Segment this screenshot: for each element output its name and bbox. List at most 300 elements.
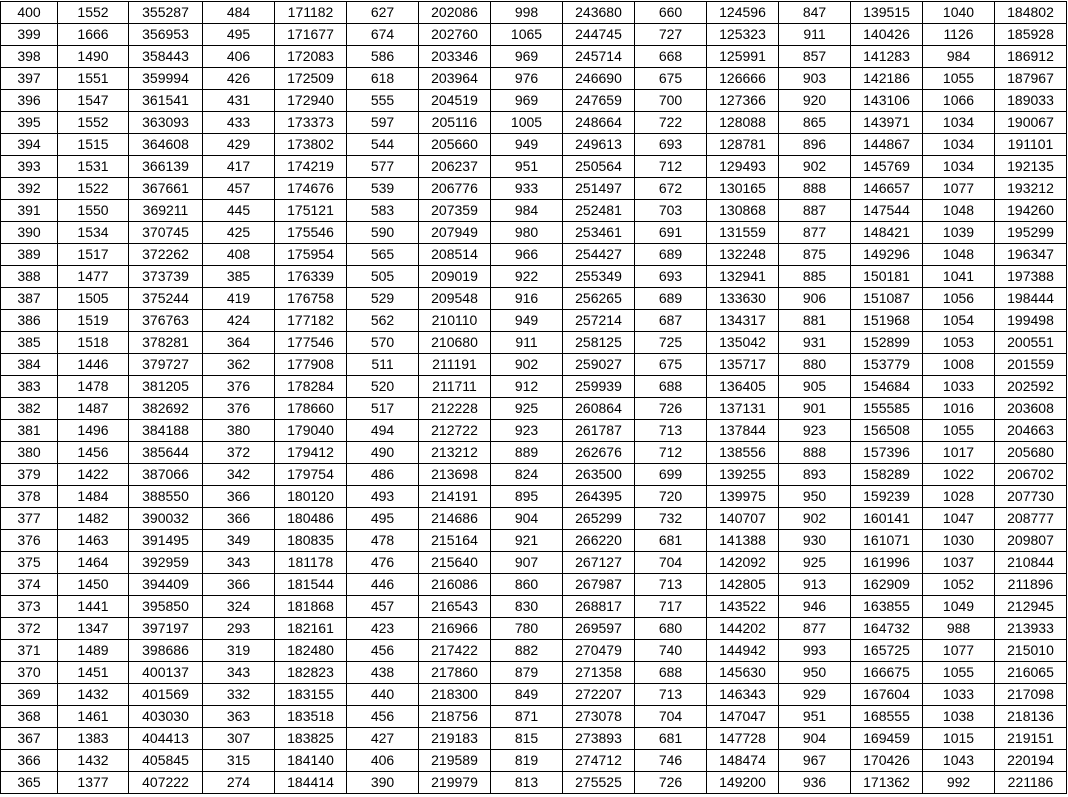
table-cell[interactable]: 520	[347, 376, 419, 398]
table-cell[interactable]: 385644	[129, 442, 203, 464]
table-cell[interactable]: 214686	[419, 508, 491, 530]
table-cell[interactable]: 394	[1, 134, 58, 156]
table-cell[interactable]: 183155	[275, 684, 347, 706]
table-cell[interactable]: 245714	[563, 46, 635, 68]
table-cell[interactable]: 171677	[275, 24, 347, 46]
table-cell[interactable]: 1347	[58, 618, 129, 640]
table-cell[interactable]: 903	[779, 68, 851, 90]
table-cell[interactable]: 1477	[58, 266, 129, 288]
table-cell[interactable]: 156508	[851, 420, 923, 442]
table-cell[interactable]: 171362	[851, 772, 923, 794]
table-cell[interactable]: 380	[203, 420, 275, 442]
table-cell[interactable]: 871	[491, 706, 563, 728]
table-cell[interactable]: 712	[635, 156, 707, 178]
table-cell[interactable]: 144867	[851, 134, 923, 156]
table-cell[interactable]: 381205	[129, 376, 203, 398]
table-cell[interactable]: 849	[491, 684, 563, 706]
table-cell[interactable]: 258125	[563, 332, 635, 354]
table-cell[interactable]: 126666	[707, 68, 779, 90]
table-cell[interactable]: 186912	[995, 46, 1067, 68]
table-cell[interactable]: 361541	[129, 90, 203, 112]
table-cell[interactable]: 256265	[563, 288, 635, 310]
table-cell[interactable]: 388550	[129, 486, 203, 508]
table-cell[interactable]: 949	[491, 310, 563, 332]
table-cell[interactable]: 213698	[419, 464, 491, 486]
table-cell[interactable]: 668	[635, 46, 707, 68]
table-cell[interactable]: 693	[635, 134, 707, 156]
table-cell[interactable]: 201559	[995, 354, 1067, 376]
table-cell[interactable]: 993	[779, 640, 851, 662]
table-cell[interactable]: 216543	[419, 596, 491, 618]
table-cell[interactable]: 254427	[563, 244, 635, 266]
table-cell[interactable]: 824	[491, 464, 563, 486]
table-cell[interactable]: 378281	[129, 332, 203, 354]
table-cell[interactable]: 204519	[419, 90, 491, 112]
table-cell[interactable]: 134317	[707, 310, 779, 332]
table-cell[interactable]: 1666	[58, 24, 129, 46]
table-cell[interactable]: 390	[1, 222, 58, 244]
table-cell[interactable]: 218300	[419, 684, 491, 706]
table-cell[interactable]: 478	[347, 530, 419, 552]
table-cell[interactable]: 143971	[851, 112, 923, 134]
table-cell[interactable]: 216966	[419, 618, 491, 640]
table-cell[interactable]: 181178	[275, 552, 347, 574]
table-cell[interactable]: 194260	[995, 200, 1067, 222]
table-cell[interactable]: 219979	[419, 772, 491, 794]
table-cell[interactable]: 929	[779, 684, 851, 706]
table-cell[interactable]: 865	[779, 112, 851, 134]
table-cell[interactable]: 456	[347, 706, 419, 728]
table-cell[interactable]: 211896	[995, 574, 1067, 596]
table-cell[interactable]: 936	[779, 772, 851, 794]
table-cell[interactable]: 984	[491, 200, 563, 222]
table-cell[interactable]: 893	[779, 464, 851, 486]
table-cell[interactable]: 400137	[129, 662, 203, 684]
table-cell[interactable]: 212722	[419, 420, 491, 442]
table-cell[interactable]: 131559	[707, 222, 779, 244]
table-cell[interactable]: 382692	[129, 398, 203, 420]
table-cell[interactable]: 1422	[58, 464, 129, 486]
table-cell[interactable]: 387	[1, 288, 58, 310]
table-cell[interactable]: 1552	[58, 112, 129, 134]
table-cell[interactable]: 660	[635, 2, 707, 24]
table-cell[interactable]: 1441	[58, 596, 129, 618]
table-cell[interactable]: 171182	[275, 2, 347, 24]
table-cell[interactable]: 980	[491, 222, 563, 244]
table-cell[interactable]: 248664	[563, 112, 635, 134]
table-cell[interactable]: 911	[779, 24, 851, 46]
table-cell[interactable]: 147544	[851, 200, 923, 222]
table-cell[interactable]: 388	[1, 266, 58, 288]
table-cell[interactable]: 251497	[563, 178, 635, 200]
table-cell[interactable]: 179040	[275, 420, 347, 442]
table-cell[interactable]: 161071	[851, 530, 923, 552]
table-cell[interactable]: 1049	[923, 596, 995, 618]
table-cell[interactable]: 875	[779, 244, 851, 266]
table-cell[interactable]: 179754	[275, 464, 347, 486]
table-cell[interactable]: 562	[347, 310, 419, 332]
table-cell[interactable]: 202086	[419, 2, 491, 24]
table-cell[interactable]: 401569	[129, 684, 203, 706]
table-cell[interactable]: 140707	[707, 508, 779, 530]
table-cell[interactable]: 904	[491, 508, 563, 530]
table-cell[interactable]: 375	[1, 552, 58, 574]
table-cell[interactable]: 180486	[275, 508, 347, 530]
table-cell[interactable]: 1016	[923, 398, 995, 420]
table-cell[interactable]: 208777	[995, 508, 1067, 530]
table-cell[interactable]: 1126	[923, 24, 995, 46]
table-cell[interactable]: 544	[347, 134, 419, 156]
table-cell[interactable]: 380	[1, 442, 58, 464]
table-cell[interactable]: 218756	[419, 706, 491, 728]
table-cell[interactable]: 1446	[58, 354, 129, 376]
table-cell[interactable]: 189033	[995, 90, 1067, 112]
table-cell[interactable]: 1505	[58, 288, 129, 310]
table-cell[interactable]: 493	[347, 486, 419, 508]
table-cell[interactable]: 140426	[851, 24, 923, 46]
table-cell[interactable]: 161996	[851, 552, 923, 574]
table-cell[interactable]: 408	[203, 244, 275, 266]
table-cell[interactable]: 378	[1, 486, 58, 508]
table-cell[interactable]: 367661	[129, 178, 203, 200]
table-cell[interactable]: 423	[347, 618, 419, 640]
table-cell[interactable]: 146343	[707, 684, 779, 706]
table-cell[interactable]: 274	[203, 772, 275, 794]
table-cell[interactable]: 1055	[923, 68, 995, 90]
table-cell[interactable]: 148421	[851, 222, 923, 244]
table-cell[interactable]: 392959	[129, 552, 203, 574]
table-cell[interactable]: 319	[203, 640, 275, 662]
table-cell[interactable]: 307	[203, 728, 275, 750]
table-cell[interactable]: 1531	[58, 156, 129, 178]
table-cell[interactable]: 177546	[275, 332, 347, 354]
table-cell[interactable]: 376763	[129, 310, 203, 332]
table-cell[interactable]: 815	[491, 728, 563, 750]
table-cell[interactable]: 209807	[995, 530, 1067, 552]
table-cell[interactable]: 275525	[563, 772, 635, 794]
table-cell[interactable]: 137844	[707, 420, 779, 442]
table-cell[interactable]: 212945	[995, 596, 1067, 618]
table-cell[interactable]: 268817	[563, 596, 635, 618]
table-cell[interactable]: 383	[1, 376, 58, 398]
table-cell[interactable]: 155585	[851, 398, 923, 420]
table-cell[interactable]: 713	[635, 684, 707, 706]
table-cell[interactable]: 1461	[58, 706, 129, 728]
table-cell[interactable]: 364608	[129, 134, 203, 156]
table-cell[interactable]: 209019	[419, 266, 491, 288]
table-cell[interactable]: 780	[491, 618, 563, 640]
table-cell[interactable]: 271358	[563, 662, 635, 684]
table-cell[interactable]: 198444	[995, 288, 1067, 310]
table-cell[interactable]: 1056	[923, 288, 995, 310]
table-cell[interactable]: 187967	[995, 68, 1067, 90]
table-cell[interactable]: 1038	[923, 706, 995, 728]
table-cell[interactable]: 1496	[58, 420, 129, 442]
table-cell[interactable]: 168555	[851, 706, 923, 728]
table-cell[interactable]: 342	[203, 464, 275, 486]
table-cell[interactable]: 177182	[275, 310, 347, 332]
table-cell[interactable]: 183825	[275, 728, 347, 750]
table-cell[interactable]: 208514	[419, 244, 491, 266]
table-cell[interactable]: 1077	[923, 178, 995, 200]
table-cell[interactable]: 217098	[995, 684, 1067, 706]
table-cell[interactable]: 1008	[923, 354, 995, 376]
table-cell[interactable]: 505	[347, 266, 419, 288]
table-cell[interactable]: 143106	[851, 90, 923, 112]
table-cell[interactable]: 419	[203, 288, 275, 310]
table-cell[interactable]: 881	[779, 310, 851, 332]
table-cell[interactable]: 181868	[275, 596, 347, 618]
table-cell[interactable]: 260864	[563, 398, 635, 420]
table-cell[interactable]: 142805	[707, 574, 779, 596]
table-cell[interactable]: 128088	[707, 112, 779, 134]
table-cell[interactable]: 1034	[923, 156, 995, 178]
table-cell[interactable]: 132248	[707, 244, 779, 266]
table-cell[interactable]: 699	[635, 464, 707, 486]
table-cell[interactable]: 1482	[58, 508, 129, 530]
table-cell[interactable]: 1552	[58, 2, 129, 24]
table-cell[interactable]: 495	[347, 508, 419, 530]
table-cell[interactable]: 397	[1, 68, 58, 90]
table-cell[interactable]: 433	[203, 112, 275, 134]
table-cell[interactable]: 597	[347, 112, 419, 134]
table-cell[interactable]: 906	[779, 288, 851, 310]
table-cell[interactable]: 717	[635, 596, 707, 618]
table-cell[interactable]: 901	[779, 398, 851, 420]
table-cell[interactable]: 1066	[923, 90, 995, 112]
table-cell[interactable]: 725	[635, 332, 707, 354]
table-cell[interactable]: 400	[1, 2, 58, 24]
table-cell[interactable]: 343	[203, 662, 275, 684]
table-cell[interactable]: 152899	[851, 332, 923, 354]
table-cell[interactable]: 726	[635, 772, 707, 794]
table-cell[interactable]: 440	[347, 684, 419, 706]
table-cell[interactable]: 726	[635, 398, 707, 420]
table-cell[interactable]: 713	[635, 574, 707, 596]
table-cell[interactable]: 700	[635, 90, 707, 112]
table-cell[interactable]: 324	[203, 596, 275, 618]
table-cell[interactable]: 998	[491, 2, 563, 24]
table-cell[interactable]: 902	[491, 354, 563, 376]
table-cell[interactable]: 1065	[491, 24, 563, 46]
table-cell[interactable]: 273893	[563, 728, 635, 750]
table-cell[interactable]: 265299	[563, 508, 635, 530]
table-cell[interactable]: 1055	[923, 420, 995, 442]
table-cell[interactable]: 1043	[923, 750, 995, 772]
table-cell[interactable]: 949	[491, 134, 563, 156]
table-cell[interactable]: 332	[203, 684, 275, 706]
table-cell[interactable]: 969	[491, 90, 563, 112]
table-cell[interactable]: 393	[1, 156, 58, 178]
table-cell[interactable]: 253461	[563, 222, 635, 244]
table-cell[interactable]: 930	[779, 530, 851, 552]
table-cell[interactable]: 174219	[275, 156, 347, 178]
table-cell[interactable]: 967	[779, 750, 851, 772]
table-cell[interactable]: 382	[1, 398, 58, 420]
table-cell[interactable]: 263500	[563, 464, 635, 486]
table-cell[interactable]: 166675	[851, 662, 923, 684]
table-cell[interactable]: 176758	[275, 288, 347, 310]
table-cell[interactable]: 740	[635, 640, 707, 662]
table-cell[interactable]: 879	[491, 662, 563, 684]
table-cell[interactable]: 133630	[707, 288, 779, 310]
table-cell[interactable]: 205116	[419, 112, 491, 134]
table-cell[interactable]: 1518	[58, 332, 129, 354]
table-cell[interactable]: 424	[203, 310, 275, 332]
table-cell[interactable]: 722	[635, 112, 707, 134]
table-cell[interactable]: 250564	[563, 156, 635, 178]
table-cell[interactable]: 167604	[851, 684, 923, 706]
table-cell[interactable]: 457	[203, 178, 275, 200]
table-cell[interactable]: 1551	[58, 68, 129, 90]
table-cell[interactable]: 385	[1, 332, 58, 354]
table-cell[interactable]: 203964	[419, 68, 491, 90]
table-cell[interactable]: 366139	[129, 156, 203, 178]
table-cell[interactable]: 206702	[995, 464, 1067, 486]
table-cell[interactable]: 206776	[419, 178, 491, 200]
table-cell[interactable]: 217422	[419, 640, 491, 662]
table-cell[interactable]: 177908	[275, 354, 347, 376]
table-cell[interactable]: 217860	[419, 662, 491, 684]
table-cell[interactable]: 1047	[923, 508, 995, 530]
table-cell[interactable]: 169459	[851, 728, 923, 750]
table-cell[interactable]: 144202	[707, 618, 779, 640]
table-cell[interactable]: 370	[1, 662, 58, 684]
table-cell[interactable]: 202592	[995, 376, 1067, 398]
table-cell[interactable]: 375244	[129, 288, 203, 310]
table-cell[interactable]: 132941	[707, 266, 779, 288]
table-cell[interactable]: 925	[779, 552, 851, 574]
table-cell[interactable]: 125991	[707, 46, 779, 68]
table-cell[interactable]: 356953	[129, 24, 203, 46]
table-cell[interactable]: 426	[203, 68, 275, 90]
table-cell[interactable]: 395	[1, 112, 58, 134]
table-cell[interactable]: 264395	[563, 486, 635, 508]
table-cell[interactable]: 712	[635, 442, 707, 464]
table-cell[interactable]: 214191	[419, 486, 491, 508]
table-cell[interactable]: 446	[347, 574, 419, 596]
table-cell[interactable]: 185928	[995, 24, 1067, 46]
table-cell[interactable]: 902	[779, 156, 851, 178]
table-cell[interactable]: 1015	[923, 728, 995, 750]
table-cell[interactable]: 246690	[563, 68, 635, 90]
table-cell[interactable]: 1048	[923, 200, 995, 222]
table-cell[interactable]: 371	[1, 640, 58, 662]
table-cell[interactable]: 1054	[923, 310, 995, 332]
table-cell[interactable]: 1478	[58, 376, 129, 398]
table-cell[interactable]: 693	[635, 266, 707, 288]
table-cell[interactable]: 389	[1, 244, 58, 266]
table-cell[interactable]: 142092	[707, 552, 779, 574]
table-cell[interactable]: 398	[1, 46, 58, 68]
table-cell[interactable]: 490	[347, 442, 419, 464]
table-cell[interactable]: 269597	[563, 618, 635, 640]
table-cell[interactable]: 691	[635, 222, 707, 244]
table-cell[interactable]: 1490	[58, 46, 129, 68]
table-cell[interactable]: 384	[1, 354, 58, 376]
table-cell[interactable]: 146657	[851, 178, 923, 200]
table-cell[interactable]: 565	[347, 244, 419, 266]
table-cell[interactable]: 885	[779, 266, 851, 288]
table-cell[interactable]: 813	[491, 772, 563, 794]
table-cell[interactable]: 887	[779, 200, 851, 222]
table-cell[interactable]: 438	[347, 662, 419, 684]
table-cell[interactable]: 144942	[707, 640, 779, 662]
table-cell[interactable]: 1022	[923, 464, 995, 486]
table-cell[interactable]: 216086	[419, 574, 491, 596]
table-cell[interactable]: 586	[347, 46, 419, 68]
table-cell[interactable]: 720	[635, 486, 707, 508]
table-cell[interactable]: 374	[1, 574, 58, 596]
table-cell[interactable]: 398686	[129, 640, 203, 662]
table-cell[interactable]: 369	[1, 684, 58, 706]
table-cell[interactable]: 404413	[129, 728, 203, 750]
table-cell[interactable]: 1037	[923, 552, 995, 574]
table-cell[interactable]: 877	[779, 222, 851, 244]
table-cell[interactable]: 933	[491, 178, 563, 200]
table-cell[interactable]: 392	[1, 178, 58, 200]
table-cell[interactable]: 577	[347, 156, 419, 178]
table-cell[interactable]: 184140	[275, 750, 347, 772]
table-cell[interactable]: 368	[1, 706, 58, 728]
table-cell[interactable]: 732	[635, 508, 707, 530]
table-cell[interactable]: 192135	[995, 156, 1067, 178]
table-cell[interactable]: 703	[635, 200, 707, 222]
table-cell[interactable]: 391	[1, 200, 58, 222]
table-cell[interactable]: 675	[635, 68, 707, 90]
table-cell[interactable]: 147047	[707, 706, 779, 728]
table-cell[interactable]: 257214	[563, 310, 635, 332]
table-cell[interactable]: 159239	[851, 486, 923, 508]
table-cell[interactable]: 219151	[995, 728, 1067, 750]
table-cell[interactable]: 1017	[923, 442, 995, 464]
table-cell[interactable]: 182161	[275, 618, 347, 640]
table-cell[interactable]: 1039	[923, 222, 995, 244]
table-cell[interactable]: 315	[203, 750, 275, 772]
table-cell[interactable]: 583	[347, 200, 419, 222]
table-cell[interactable]: 1048	[923, 244, 995, 266]
table-cell[interactable]: 688	[635, 376, 707, 398]
table-cell[interactable]: 889	[491, 442, 563, 464]
table-cell[interactable]: 529	[347, 288, 419, 310]
table-cell[interactable]: 819	[491, 750, 563, 772]
table-cell[interactable]: 216065	[995, 662, 1067, 684]
table-cell[interactable]: 172083	[275, 46, 347, 68]
table-cell[interactable]: 221186	[995, 772, 1067, 794]
table-cell[interactable]: 267127	[563, 552, 635, 574]
table-cell[interactable]: 128781	[707, 134, 779, 156]
table-cell[interactable]: 150181	[851, 266, 923, 288]
table-cell[interactable]: 476	[347, 552, 419, 574]
table-cell[interactable]: 372	[203, 442, 275, 464]
table-cell[interactable]: 127366	[707, 90, 779, 112]
table-cell[interactable]: 151968	[851, 310, 923, 332]
table-cell[interactable]: 1005	[491, 112, 563, 134]
table-cell[interactable]: 262676	[563, 442, 635, 464]
table-cell[interactable]: 902	[779, 508, 851, 530]
table-cell[interactable]: 202760	[419, 24, 491, 46]
table-cell[interactable]: 704	[635, 706, 707, 728]
table-cell[interactable]: 1463	[58, 530, 129, 552]
table-cell[interactable]: 394409	[129, 574, 203, 596]
table-cell[interactable]: 207359	[419, 200, 491, 222]
table-cell[interactable]: 976	[491, 68, 563, 90]
table-cell[interactable]: 445	[203, 200, 275, 222]
table-cell[interactable]: 830	[491, 596, 563, 618]
table-cell[interactable]: 272207	[563, 684, 635, 706]
table-cell[interactable]: 688	[635, 662, 707, 684]
table-cell[interactable]: 252481	[563, 200, 635, 222]
